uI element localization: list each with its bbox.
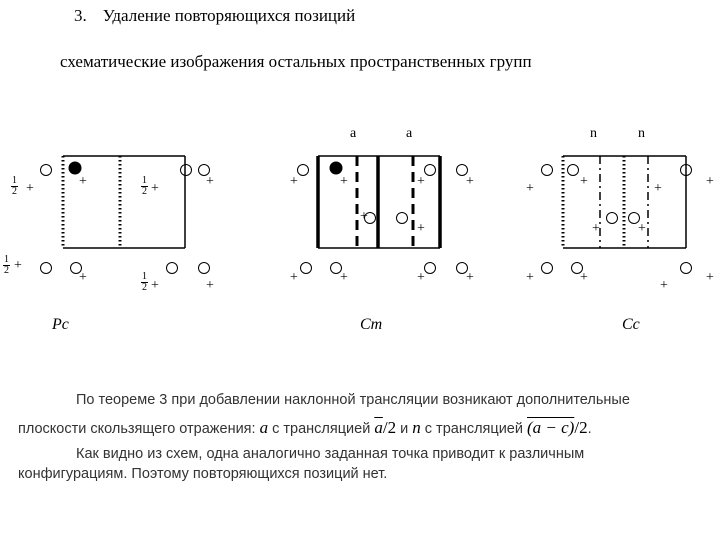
diagram-cc xyxy=(542,156,692,274)
fraction-numerator: 1 xyxy=(142,271,147,282)
formula-ac-half xyxy=(527,418,588,437)
plus-sign: + xyxy=(526,181,534,196)
plus-sign: + xyxy=(26,181,34,196)
plus-sign: + xyxy=(151,181,159,196)
paragraph-text: с трансляцией xyxy=(272,421,371,437)
glide-symbol-n: n xyxy=(412,418,421,437)
plus-sign: + xyxy=(706,270,714,285)
fraction-denominator: 2 xyxy=(142,186,147,197)
glide-label-a: a xyxy=(406,126,413,141)
glide-label-n: n xyxy=(638,126,645,141)
plus-sign: + xyxy=(206,278,214,293)
half-fraction xyxy=(3,255,10,276)
paragraph-line-3: Как видно из схем, одна аналогично заданная точка приводит к различным xyxy=(76,446,585,462)
paragraph-text: с трансляцией xyxy=(424,421,523,437)
glide-label-n: n xyxy=(590,126,597,141)
half-fraction xyxy=(141,272,148,293)
section-number: 3. xyxy=(74,6,87,25)
plus-sign: + xyxy=(654,181,662,196)
fraction-numerator: 1 xyxy=(142,175,147,186)
plus-sign: + xyxy=(466,270,474,285)
plus-sign: + xyxy=(360,209,368,224)
divide-by-two: /2 xyxy=(574,418,588,437)
plus-sign: + xyxy=(417,221,425,236)
diagram-label-cm: Cm xyxy=(360,316,383,333)
plus-sign: + xyxy=(206,174,214,189)
formula-a-half xyxy=(374,418,396,437)
plus-sign: + xyxy=(592,221,600,236)
paragraph-text: плоскости скользящего отражения: xyxy=(18,421,256,437)
fraction-denominator: 2 xyxy=(4,265,9,276)
plus-sign: + xyxy=(417,174,425,189)
vector-a: $\overline{a}$ xyxy=(374,418,383,437)
divide-by-two: /2 xyxy=(382,418,397,437)
glide-label-a: a xyxy=(350,126,357,141)
half-fraction xyxy=(141,176,148,197)
plus-sign: + xyxy=(706,174,714,189)
paragraph-text: и xyxy=(400,421,409,437)
paragraph-line-4: конфигурациям. Поэтому повторяющихся позиций нет. xyxy=(18,466,388,482)
plus-sign: + xyxy=(79,174,87,189)
subheading: схематические изображения остальных пространственных групп xyxy=(60,52,532,71)
plus-sign: + xyxy=(526,270,534,285)
paragraph-line-2 xyxy=(18,418,592,438)
fraction-numerator: 1 xyxy=(4,254,9,265)
plus-sign: + xyxy=(466,174,474,189)
section-title: Удаление повторяющихся позиций xyxy=(102,6,356,25)
plus-sign: + xyxy=(151,278,159,293)
plus-sign: + xyxy=(340,270,348,285)
glide-symbol-a: a xyxy=(259,418,269,437)
plus-sign: + xyxy=(638,221,646,236)
half-fraction xyxy=(11,176,18,197)
plus-sign: + xyxy=(580,174,588,189)
paragraph-period: . xyxy=(587,421,592,437)
diagram-label-cc: Cc xyxy=(622,316,640,333)
plus-sign: + xyxy=(79,270,87,285)
fraction-denominator: 2 xyxy=(142,282,147,293)
plus-sign: + xyxy=(290,270,298,285)
plus-sign: + xyxy=(340,174,348,189)
plus-sign: + xyxy=(660,278,668,293)
fraction-numerator: 1 xyxy=(12,175,17,186)
diagram-label-pc: Pc xyxy=(52,316,69,333)
plus-sign: + xyxy=(417,270,425,285)
plus-sign: + xyxy=(14,258,22,273)
fraction-denominator: 2 xyxy=(12,186,17,197)
vector-ac: (a − c) xyxy=(527,418,575,437)
plus-sign: + xyxy=(290,174,298,189)
diagram-pc xyxy=(41,156,210,274)
diagram-cm xyxy=(298,156,468,274)
paragraph-line-1: По теореме 3 при добавлении наклонной трансляции возникают дополнительные xyxy=(76,392,630,408)
plus-sign: + xyxy=(580,270,588,285)
